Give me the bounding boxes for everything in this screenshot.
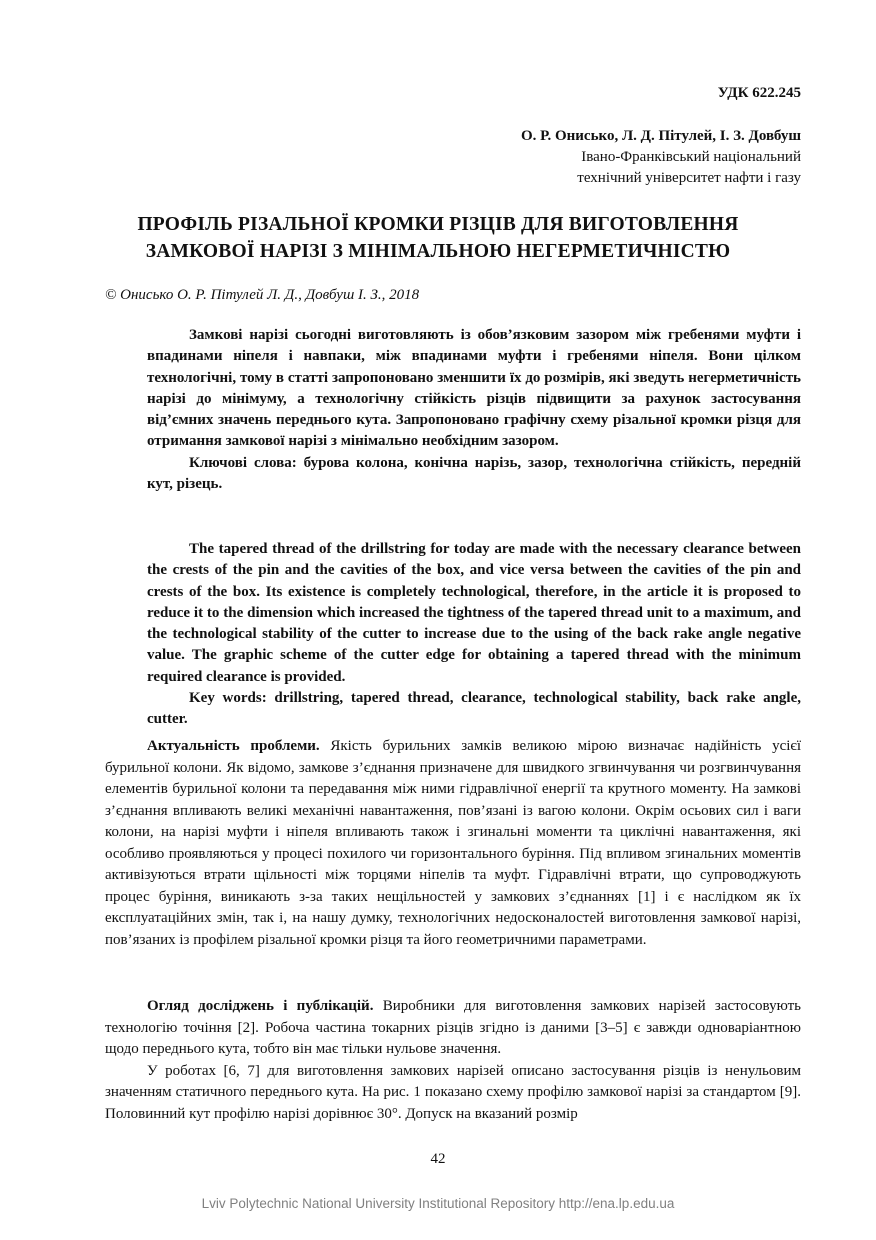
keywords-ua: Ключові слова: бурова колона, конічна нарізь, зазор, технологічна стійкість, передній кут, різець.: [147, 454, 801, 493]
review-text: Виробники для виготовлення замкових нарізей застосовують технологію точіння [2]. Робоча частина токарних різців згідно із даними [3–5] є завжди одноваріантною щодо переднього кута, тобто він має тільки нульове значення.: [105, 998, 801, 1057]
authors-block: [521, 126, 801, 189]
copyright: © Онисько О. Р. Пітулей Л. Д., Довбуш І. З., 2018: [105, 287, 420, 303]
review-heading: Огляд досліджень і публікацій.: [147, 998, 374, 1014]
paper-title: [100, 211, 776, 265]
abstract-ukrainian: [147, 325, 801, 495]
page-number: 42: [430, 1151, 446, 1167]
udk-code: УДК 622.245: [717, 85, 801, 101]
title-line-2: ЗАМКОВОЇ НАРІЗІ З МІНІМАЛЬНОЮ НЕГЕРМЕТИЧНІСТЮ: [145, 241, 731, 262]
review-paragraph: [105, 996, 801, 1061]
works-paragraph: У роботах [6, 7] для виготовлення замкових нарізей описано застосування різців із ненульовим значенням статичного переднього кута. На рис. 1 показано схему профілю замкової нарізі за стандартом [9]. Половинний кут профілю нарізі дорівнює 30°. Допуск на вказаний розмір: [105, 1062, 801, 1122]
relevance-heading: Актуальність проблеми.: [147, 738, 320, 754]
abstract-english: [147, 539, 801, 731]
section-relevance: [105, 736, 801, 951]
affiliation-line-1: Івано-Франківський національний: [581, 149, 801, 165]
affiliation-line-2: технічний університет нафти і газу: [577, 170, 801, 186]
abstract-ua-text: Замкові нарізі сьогодні виготовляють із обов’язковим зазором між гребенями муфти і впадинами ніпеля і навпаки, між впадинами муфти і гребенями ніпеля. Вони цілком технологічні, тому в статті запропоновано зменшити їх до розмірів, які зведуть негерметичність нарізі до мінімуму, а технологічну стійкість різців підвищити за рахунок застосування від’ємних значень переднього кута. Запропоновано графічну схему різальної кромки різця для отримання замкової нарізі з мінімально необхідним зазором.: [147, 327, 801, 450]
authors: О. Р. Онисько, Л. Д. Пітулей, І. З. Довбуш: [521, 128, 801, 144]
section-review: [105, 996, 801, 1125]
relevance-paragraph: [105, 736, 801, 951]
repository-footer: Lviv Polytechnic National University Institutional Repository http://ena.lp.edu.ua: [201, 1196, 675, 1211]
keywords-en: Key words: drillstring, tapered thread, clearance, technological stability, back rake angle, cutter.: [147, 690, 801, 728]
relevance-text: Якість бурильних замків великою мірою визначає надійність усієї бурильної колони. Як відомо, замкове з’єднання призначене для швидкого згвинчування чи розгвинчування елементів бурильної колони та передавання між ними гідравлічної енергії та крутного моменту. На замкові з’єднання впливають великі механічні навантаження, пов’язані із вагою колони. Окрім осьових сил і ваги колони, на нарізі муфти і ніпеля впливають також і згинальні моменти та циклічні навантаження, які особливо проявляються у процесі похилого чи горизонтального буріння. Під впливом згинальних моментів активізуються втрати щільності між торцями ніпелів та муфт. Гідравлічні втрати, що супроводжують процес буріння, виникають з-за таких нещільностей у замкових з’єднаннях [1] і є наслідком як їх експлуатаційних змін, так і, на нашу думку, технологічних недосконалостей виготовлення замкової нарізі, пов’язаних із профілем різальної кромки різця та його геометричними параметрами.: [105, 738, 801, 948]
title-line-1: ПРОФІЛЬ РІЗАЛЬНОЇ КРОМКИ РІЗЦІВ ДЛЯ ВИГОТОВЛЕННЯ: [137, 214, 739, 235]
abstract-en-text: The tapered thread of the drillstring for today are made with the necessary clearance between the crests of the pin and the cavities of the box, and vice versa between the cavities of the pin and crests of the box. Its existence is completely technological, therefore, in the article it is proposed to reduce it to the dimension which increased the tightness of the tapered thread unit to a maximum, and the technological stability of the cutter to increase due to the using of the back rake angle negative value. The graphic scheme of the cutter edge for obtaining a tapered thread with the minimum required clearance is provided.: [147, 541, 801, 685]
